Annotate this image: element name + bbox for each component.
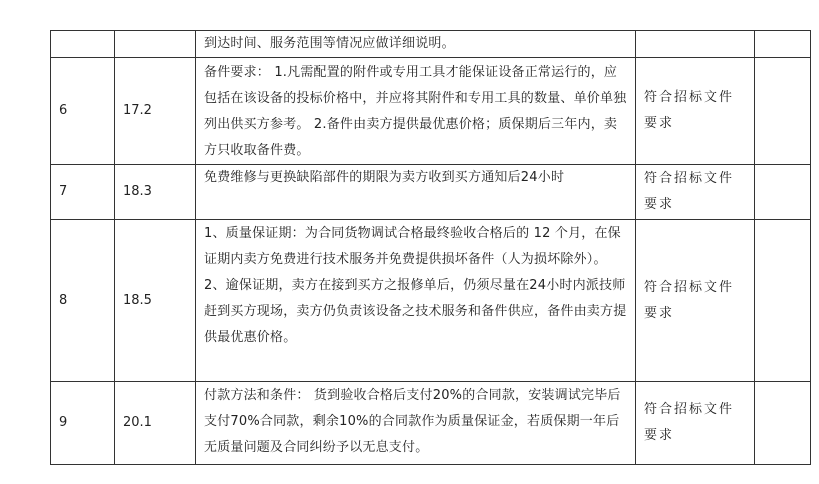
requirement-cell: [196, 31, 636, 58]
clause-number: [115, 31, 196, 58]
response-cell: [636, 220, 755, 382]
deviation-cell: [755, 58, 811, 165]
table-row: [51, 220, 811, 382]
response-cell: [636, 58, 755, 165]
row-number: [51, 31, 115, 58]
table-row: [51, 58, 811, 165]
requirement-cell: [196, 165, 636, 220]
clause-number: 18.5: [115, 220, 196, 382]
response-text: 符合招标文件要求: [644, 279, 735, 321]
requirement-text: 1、质量保证期：为合同货物调试合格最终验收合格后的 12 个月，在保证期内卖方免费进行技术服务并免费提供损坏备件（人为损坏除外）。 2、逾保证期，卖方在接到买方之报修单后，仍须尽量在24小时内派技师赶到买方现场，卖方仍负责该设备之技术服务和备件供应，备件由卖方提供最优惠价格。: [204, 226, 627, 345]
row-number: 8: [51, 220, 115, 382]
requirement-text: 付款方法和条件： 货到验收合格后支付20%的合同款，安装调试完毕后支付70%合同款，剩余10%的合同款作为质量保证金，若质保期一年后无质量问题及合同纠纷予以无息支付。: [204, 388, 621, 455]
deviation-cell: [755, 382, 811, 465]
deviation-cell: [755, 31, 811, 58]
row-number: 9: [51, 382, 115, 465]
response-cell: [636, 382, 755, 465]
response-cell: [636, 165, 755, 220]
clause-number: 18.3: [115, 165, 196, 220]
row-number: 6: [51, 58, 115, 165]
table-row: [51, 31, 811, 58]
response-text: 符合招标文件要求: [644, 402, 735, 443]
table-row: [51, 382, 811, 465]
table-row: [51, 165, 811, 220]
requirement-cell: [196, 382, 636, 465]
deviation-cell: [755, 165, 811, 220]
clause-number: 20.1: [115, 382, 196, 465]
response-text: 符合招标文件要求: [644, 90, 735, 131]
spec-table: [50, 30, 811, 465]
response-cell: [636, 31, 755, 58]
requirement-text: 免费维修与更换缺陷部件的期限为卖方收到买方通知后24小时: [204, 170, 565, 185]
row-number: 7: [51, 165, 115, 220]
requirement-text: 备件要求： 1.凡需配置的附件或专用工具才能保证设备正常运行的，应包括在该设备的投标价格中，并应将其附件和专用工具的数量、单价单独列出供买方参考。 2.备件由卖方提供最优惠价格；质保期后三年内，卖方只收取备件费。: [204, 65, 627, 158]
deviation-cell: [755, 220, 811, 382]
requirement-text: 到达时间、服务范围等情况应做详细说明。: [204, 36, 455, 51]
requirement-cell: [196, 220, 636, 382]
requirement-cell: [196, 58, 636, 165]
response-text: 符合招标文件要求: [644, 171, 735, 212]
clause-number: 17.2: [115, 58, 196, 165]
